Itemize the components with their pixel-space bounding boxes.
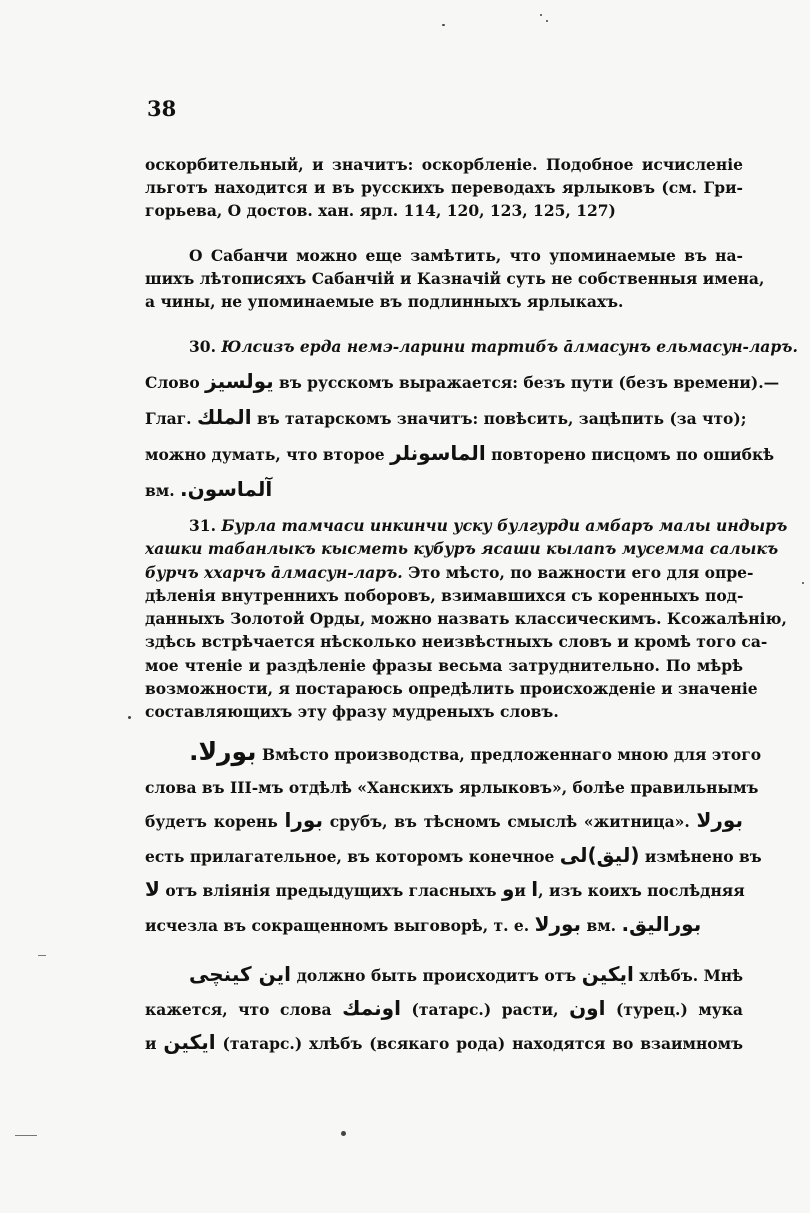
arabic-word: بوراليق. [621, 911, 702, 936]
text-line: есть прилагательное, въ которомъ конечное (ليق)لى измѣнено въ [145, 842, 762, 867]
text-line [145, 514, 788, 537]
text-line: дѣленія внутреннихъ поборовъ, взимавшихся съ коренныхъ под- [145, 585, 744, 605]
text-line [145, 330, 798, 364]
scan-mark [38, 955, 46, 956]
text-line: اين كينچى должно быть происходитъ отъ ايكين хлѣбъ. Мнѣ [189, 962, 744, 986]
text-line: О Сабанчи можно еще замѣтить, что упоминаемые въ на- [189, 246, 743, 265]
text-line: оскорбительный, и значитъ: оскорбленіе. Подобное исчисленіе [145, 155, 743, 174]
text-line: Глаг. الملك въ татарскомъ значитъ: повѣсить, зацѣпить (за что); [145, 405, 747, 429]
text-line: будетъ корень بورا срубъ, въ тѣсномъ смыслѣ «житница». بورلا [145, 808, 743, 832]
paragraph-burla [145, 736, 762, 942]
paragraph-30 [145, 330, 798, 508]
quoted-phrase: Юлсизъ ерда немэ-ларини тартибъ āлмасунъ ельмасун-ларъ. [221, 337, 798, 356]
arabic-word: ايكين [163, 1030, 216, 1054]
arabic-word: الملك [196, 405, 252, 429]
item-number: 31. [189, 516, 216, 535]
scan-speck [341, 1131, 346, 1136]
paragraph-31 [145, 514, 788, 724]
scan-speck [128, 716, 131, 719]
quoted-phrase: бурчъ ххарчъ āлмасун-ларъ. [145, 562, 403, 582]
text-line: слова въ III-мъ отдѣлѣ «Ханскихъ ярлыковъ», болѣе правильнымъ [145, 777, 759, 797]
arabic-word: يولسيز [205, 369, 274, 393]
paragraph-1 [145, 153, 743, 222]
page-number: 38 [147, 96, 177, 121]
text-line: بورلا. Вмѣсто производства, предложеннаго мною для этого [189, 737, 762, 766]
text-line: и ايكين (татарс.) хлѣбъ (всякаго рода) находятся во взаимномъ [145, 1030, 743, 1054]
arabic-word: لا [145, 877, 160, 901]
text-line: здѣсь встрѣчается нѣсколько неизвѣстныхъ словъ и кромѣ того са- [145, 632, 768, 652]
item-number: 30. [189, 337, 216, 356]
scan-speck [802, 582, 804, 584]
text-line: мое чтеніе и раздѣленіе фразы весьма затруднительно. По мѣрѣ [145, 655, 743, 675]
text-line [145, 537, 779, 560]
arabic-word: بورلا [534, 911, 582, 936]
arabic-word: و [501, 877, 515, 901]
text-line: возможности, я постараюсь опредѣлить происхожденіе и значеніе [145, 679, 758, 699]
arabic-word: ايكين [581, 962, 634, 986]
text-line: данныхъ Золотой Орды, можно назвать классическимъ. Ксожалѣнію, [145, 609, 787, 629]
text-line: Слово يولسيز въ русскомъ выражается: безъ пути (безъ времени).— [145, 369, 780, 393]
text-line: исчезла въ сокращенномъ выговорѣ, т. е. بورلا вм. بوراليق. [145, 911, 702, 936]
scan-speck [546, 20, 548, 22]
arabic-word: (ليق)لى [559, 842, 640, 867]
text-line: вм. آلماسون. [145, 477, 273, 501]
text-line: можно думать, что второе الماسونلر повторено писцомъ по ошибкѣ [145, 441, 775, 465]
scan-speck [442, 24, 445, 26]
arabic-word: بورلا [696, 808, 743, 832]
arabic-word: بورلا. [189, 737, 257, 766]
text-line: لا отъ вліянія предыдущихъ гласныхъ وи ا, изъ коихъ послѣдняя [145, 877, 745, 901]
scan-speck [540, 14, 542, 16]
arabic-word: آلماسون. [180, 477, 273, 501]
text-line: горьева, О достов. хан. ярл. 114, 120, 123, 125, 127) [145, 201, 616, 220]
text-line: а чины, не упоминаемые въ подлинныхъ ярлыкахъ. [145, 292, 624, 311]
arabic-word: اونمك [342, 996, 401, 1020]
text-line: бурчъ ххарчъ āлмасун-ларъ. Это мѣсто, по важности его для опре- [145, 562, 754, 582]
text-line: составляющихъ эту фразу мудреныхъ словъ. [145, 702, 559, 722]
arabic-word: بورا [284, 808, 323, 832]
paragraph-in-kinchi [145, 958, 743, 1060]
arabic-word: ا [531, 877, 539, 901]
arabic-word: اين كينچى [189, 962, 292, 986]
arabic-word: الماسونلر [390, 441, 486, 465]
text-line: шихъ лѣтописяхъ Сабанчій и Казначій суть не собственныя имена, [145, 269, 765, 288]
scan-mark [15, 1135, 37, 1136]
quoted-phrase: Бурла тамчаси инкинчи уску булгурди амбаръ малы индыръ [221, 516, 788, 535]
paragraph-2 [145, 244, 765, 313]
quoted-phrase: хашки табанлыкъ кысметь кубуръ ясаши кылапъ мусемма салыкъ [145, 539, 779, 559]
text-line: кажется, что слова اونمك (татарс.) расти, اون (турец.) мука [145, 996, 743, 1020]
arabic-word: اون [569, 996, 606, 1020]
text-line: льготъ находится и въ русскихъ переводахъ ярлыковъ (см. Гри- [145, 178, 743, 197]
